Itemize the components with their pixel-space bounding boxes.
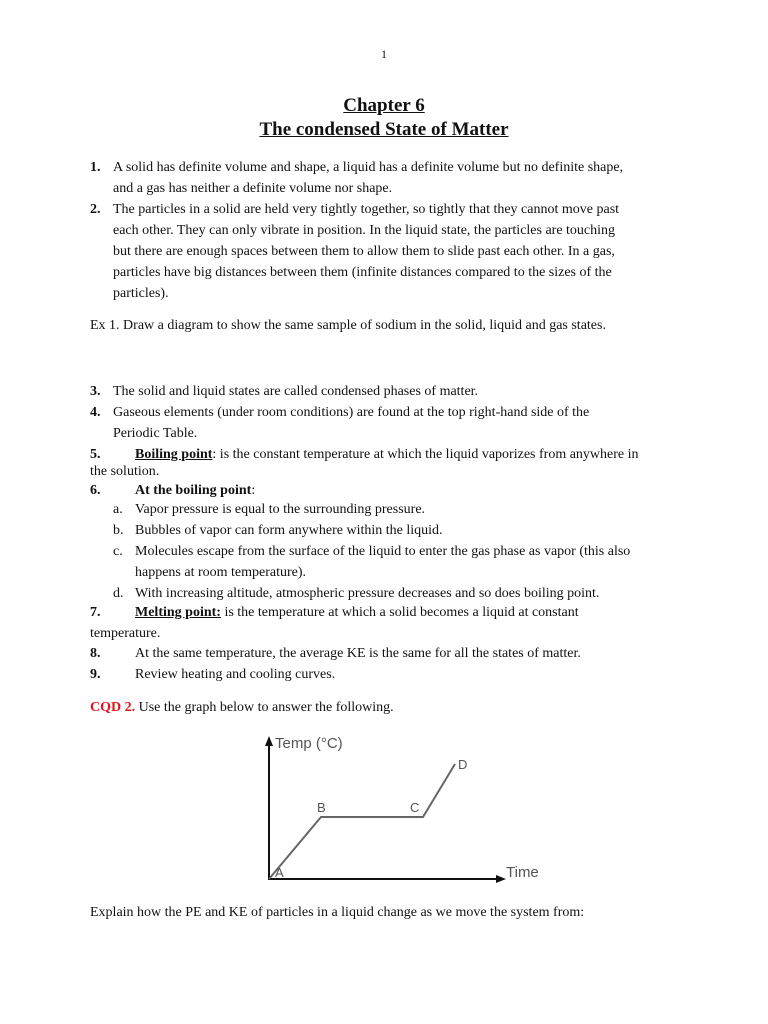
item-6-number: 6. xyxy=(90,483,101,498)
item-6-line-1: At the boiling point: xyxy=(135,483,256,498)
item-2-line-3: but there are enough spaces between them to allow them to slide past each other. In a gas, xyxy=(113,244,615,259)
y-axis-arrow-icon xyxy=(265,736,273,746)
item-1-line-1: A solid has definite volume and shape, a liquid has a definite volume but no definite shape, xyxy=(113,160,624,175)
heating-curve-line xyxy=(269,764,455,879)
item-2-line-5: particles). xyxy=(113,286,169,301)
page-number: 1 xyxy=(381,47,387,61)
subitem-c-line-2: happens at room temperature). xyxy=(135,565,307,580)
subitem-d-letter: d. xyxy=(113,586,124,601)
point-c-label: C xyxy=(410,800,420,815)
subitem-a-text: Vapor pressure is equal to the surrounding pressure. xyxy=(135,502,426,517)
cqd-2-label: CQD 2. xyxy=(90,700,136,715)
x-axis-label: Time xyxy=(506,864,539,881)
x-axis-arrow-icon xyxy=(496,875,506,883)
subitem-b-text: Bubbles of vapor can form anywhere within the liquid. xyxy=(135,523,443,538)
subitem-a-letter: a. xyxy=(113,502,123,517)
at-boiling-point-term: At the boiling point xyxy=(135,483,252,498)
item-7-number: 7. xyxy=(90,605,101,620)
item-5-line-1: Boiling point: is the constant temperature at which the liquid vaporizes from anywhere in xyxy=(135,447,639,462)
item-9-number: 9. xyxy=(90,667,101,682)
cqd-2-prompt: CQD 2. Use the graph below to answer the following. xyxy=(90,700,394,715)
item-8-number: 8. xyxy=(90,646,101,661)
point-d-label: D xyxy=(458,757,468,772)
item-5-line-2: the solution. xyxy=(90,464,160,479)
item-1-line-2: and a gas has neither a definite volume nor shape. xyxy=(113,181,393,196)
chapter-heading: Chapter 6 xyxy=(343,95,425,116)
item-1-number: 1. xyxy=(90,160,101,175)
item-3-number: 3. xyxy=(90,384,101,399)
item-2-number: 2. xyxy=(90,202,101,217)
point-b-label: B xyxy=(317,800,326,815)
y-axis-label: Temp (°C) xyxy=(275,735,343,752)
item-3-line-1: The solid and liquid states are called condensed phases of matter. xyxy=(113,384,479,399)
page-title: The condensed State of Matter xyxy=(259,119,509,140)
subitem-c-line-1: Molecules escape from the surface of the liquid to enter the gas phase as vapor (this also xyxy=(135,544,631,559)
subitem-d-text: With increasing altitude, atmospheric pressure decreases and so does boiling point. xyxy=(135,586,600,601)
point-a-label: A xyxy=(275,865,284,880)
item-4-line-1: Gaseous elements (under room conditions) are found at the top right-hand side of the xyxy=(113,405,590,420)
subitem-c-letter: c. xyxy=(113,544,123,559)
melting-point-term: Melting point: xyxy=(135,605,221,620)
item-7-line-2: temperature. xyxy=(90,626,161,641)
item-2-line-1: The particles in a solid are held very tightly together, so tightly that they cannot move past xyxy=(113,202,620,217)
item-9-text: Review heating and cooling curves. xyxy=(135,667,336,682)
item-4-number: 4. xyxy=(90,405,101,420)
exercise-1: Ex 1. Draw a diagram to show the same sample of sodium in the solid, liquid and gas states. xyxy=(90,318,606,333)
item-4-line-2: Periodic Table. xyxy=(113,426,198,441)
subitem-b-letter: b. xyxy=(113,523,124,538)
item-5-number: 5. xyxy=(90,447,101,462)
boiling-point-term: Boiling point xyxy=(135,447,213,462)
heating-curve-graph xyxy=(255,728,545,888)
closing-question: Explain how the PE and KE of particles in a liquid change as we move the system from: xyxy=(90,905,585,920)
item-7-line-1: Melting point: is the temperature at which a solid becomes a liquid at constant xyxy=(135,605,579,620)
item-8-text: At the same temperature, the average KE is the same for all the states of matter. xyxy=(135,646,581,661)
item-2-line-4: particles have big distances between them (infinite distances compared to the sizes of the xyxy=(113,265,612,280)
item-2-line-2: each other. They can only vibrate in position. In the liquid state, the particles are touching xyxy=(113,223,616,238)
